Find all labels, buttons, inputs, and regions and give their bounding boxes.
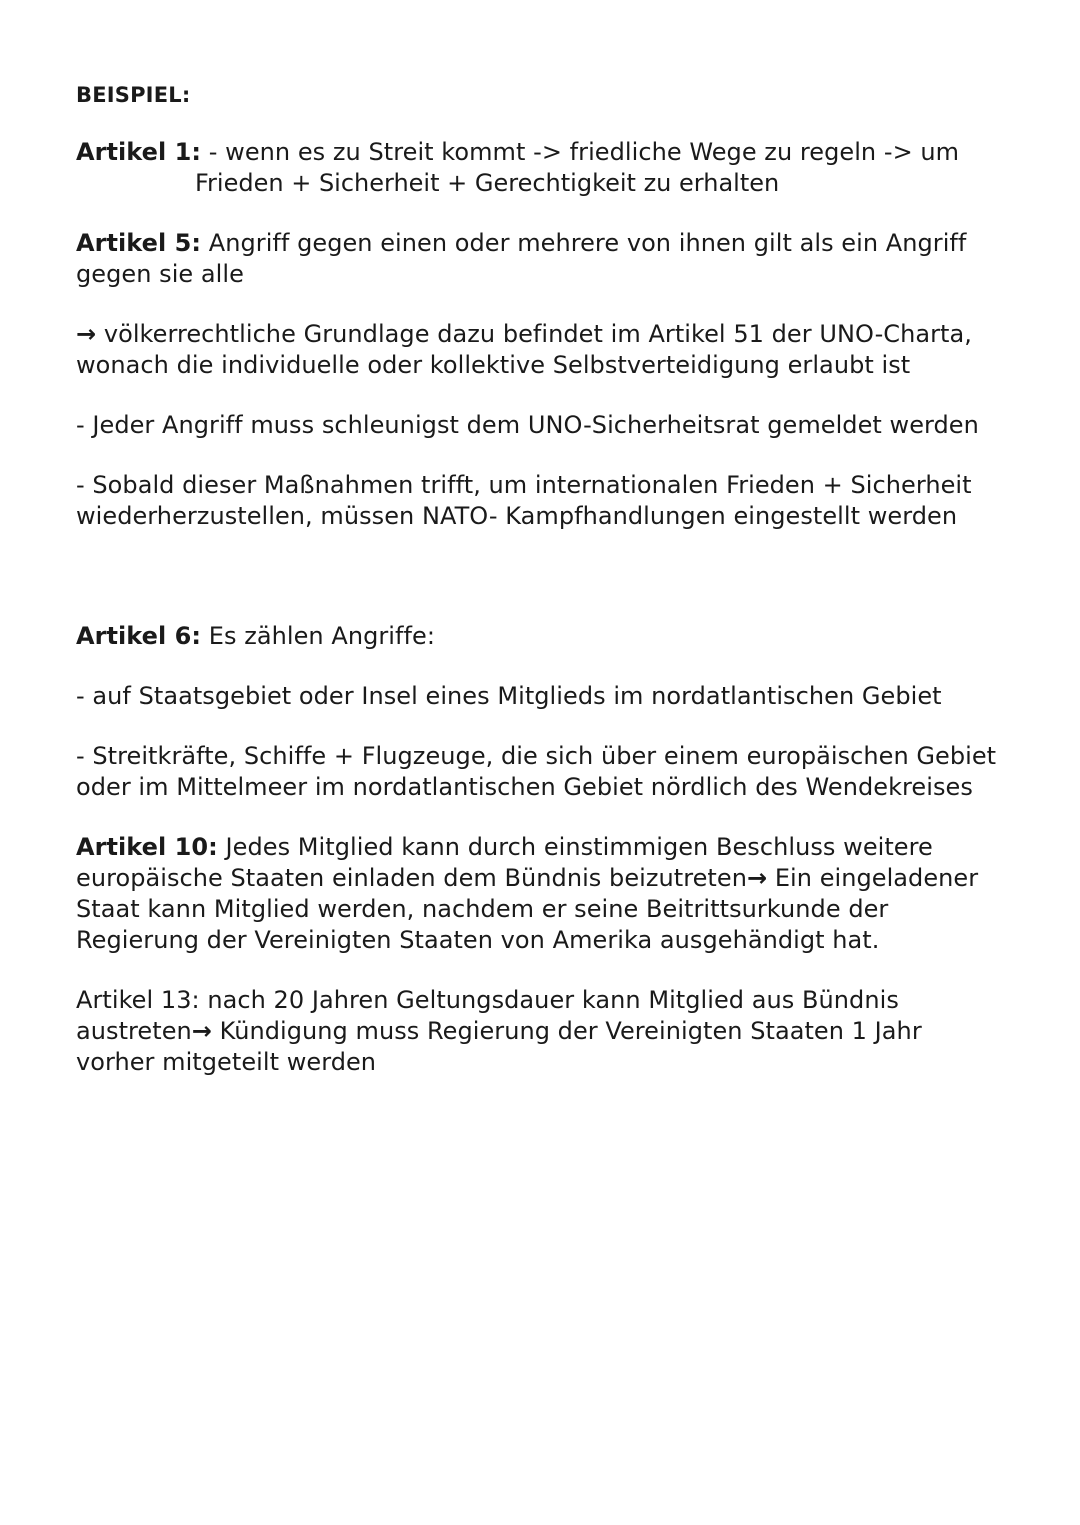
arrow-right-icon: → [191,1017,212,1045]
document-heading: BEISPIEL: [76,83,191,107]
staatsgebiet-paragraph: - auf Staatsgebiet oder Insel eines Mitglieds im nordatlantischen Gebiet [76,682,942,710]
arrow-right-icon: → [76,320,97,348]
article-10-line-3: Staat kann Mitglied werden, nachdem er seine Beitrittsurkunde der [76,895,889,923]
sobald-paragraph-line-1: - Sobald dieser Maßnahmen trifft, um internationalen Frieden + Sicherheit [76,471,972,499]
article-6-text: Es zählen Angriffe: [201,622,435,650]
article-1-line-1 [76,137,959,168]
article-6-line [76,621,435,652]
article-10-text-2a: europäische Staaten einladen dem Bündnis beizutreten [76,864,747,892]
article-13-line-1: Artikel 13: nach 20 Jahren Geltungsdauer kann Mitglied aus Bündnis [76,986,899,1014]
article-5-label: Artikel 5: [76,229,202,257]
streitkraefte-paragraph-line-1: - Streitkräfte, Schiffe + Flugzeuge, die sich über einem europäischen Gebiet [76,742,997,770]
article-13-text-2b: Kündigung muss Regierung der Vereinigten Staaten 1 Jahr [211,1017,922,1045]
article-5-line-1 [76,228,966,259]
article-10-text-1: Jedes Mitglied kann durch einstimmigen Beschluss weitere [217,833,933,861]
article-10-line-4: Regierung der Vereinigten Staaten von Amerika ausgehändigt hat. [76,926,880,954]
article-10-text-2b: Ein eingeladener [767,864,979,892]
article-10-line-1 [76,832,933,863]
article-1-line-2: Frieden + Sicherheit + Gerechtigkeit zu erhalten [195,169,780,197]
uno-paragraph-line-1 [76,319,972,350]
article-1-label: Artikel 1: [76,138,202,166]
article-13-line-2 [76,1016,922,1047]
article-10-line-2 [76,863,978,894]
arrow-right-icon: → [746,864,768,892]
sobald-paragraph-line-2: wiederherzustellen, müssen NATO- Kampfhandlungen eingestellt werden [76,502,958,530]
article-1-text-1: - wenn es zu Streit kommt -> friedliche Wege zu regeln -> um [201,138,960,166]
uno-text-1: völkerrechtliche Grundlage dazu befindet im Artikel 51 der UNO-Charta, [96,320,972,348]
report-paragraph: - Jeder Angriff muss schleunigst dem UNO-Sicherheitsrat gemeldet werden [76,411,979,439]
article-13-line-3: vorher mitgeteilt werden [76,1048,377,1076]
article-6-label: Artikel 6: [76,622,202,650]
article-13-text-2a: austreten [76,1017,192,1045]
uno-paragraph-line-2: wonach die individuelle oder kollektive Selbstverteidigung erlaubt ist [76,351,911,379]
article-5-text-1: Angriff gegen einen oder mehrere von ihnen gilt als ein Angriff [201,229,967,257]
article-5-line-2: gegen sie alle [76,260,244,288]
article-10-label: Artikel 10: [76,833,218,861]
streitkraefte-paragraph-line-2: oder im Mittelmeer im nordatlantischen Gebiet nördlich des Wendekreises [76,773,973,801]
